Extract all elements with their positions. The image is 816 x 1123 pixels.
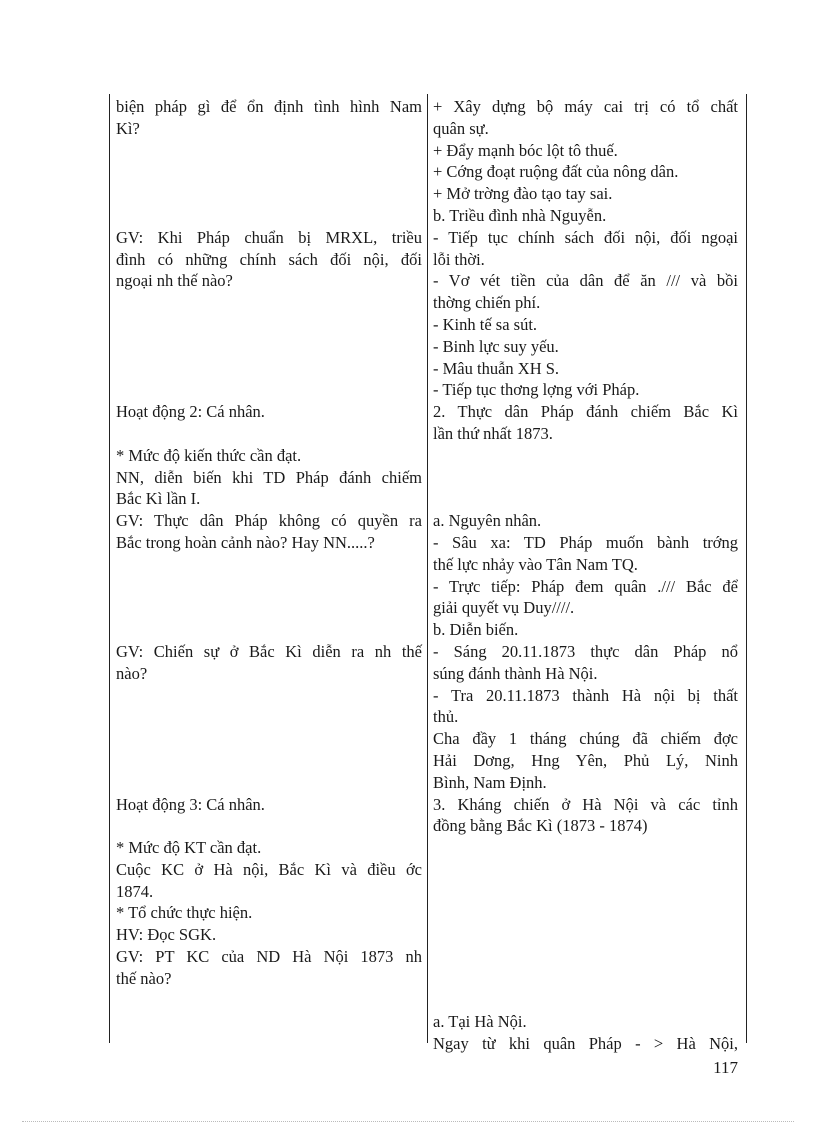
left_column-line: HV: Đọc SGK. [116,925,217,945]
left_column-line: Hoạt động 3: Cá nhân. [116,794,265,814]
right_column-line: + Mở trờng đào tạo tay sai. [433,184,613,204]
right_column-line: Ngay từ khi quân Pháp - > Hà Nội, [433,1034,738,1054]
right_column-line: - Kinh tế sa sút. [433,314,538,334]
right_column-line: + Đẩy mạnh bóc lột tô thuế. [433,140,618,160]
right_column-spacer [433,881,738,903]
left_column-spacer [116,205,422,227]
left_column-spacer [116,379,422,401]
right_column-line: quân sự. [433,118,489,138]
left_column-spacer [116,358,422,380]
right_column-line: + Xây dựng bộ máy cai trị có tổ chất [433,97,738,116]
right_column-spacer [433,902,738,924]
left_column-spacer [116,750,422,772]
left_column-spacer [116,685,422,707]
lesson-content-column [433,96,738,1055]
right_column-spacer [433,859,738,881]
right_column-line: - Vơ vét tiền của dân để ăn /// và bồi [433,271,738,291]
left_column-line: Bắc Kì lần I. [116,489,201,509]
table-left-border [109,94,110,1043]
left_column-spacer [116,292,422,314]
right_column-line: - Sâu xa: TD Pháp muốn bành trớng [433,532,738,552]
right_column-line: đồng bằng Bắc Kì (1873 - 1874) [433,816,648,836]
left_column-line: đình có những chính sách đối nội, đối [116,249,422,269]
left_column-line: * Tổ chức thực hiện. [116,903,253,923]
left_column-line: ngoại nh thế nào? [116,271,233,291]
right_column-line: 2. Thực dân Pháp đánh chiếm Bắc Kì [433,402,738,422]
left_column-spacer [116,554,422,576]
right_column-line: súng đánh thành Hà Nội. [433,663,598,683]
left_column-spacer [116,140,422,162]
right_column-line: b. Diễn biến. [433,620,519,640]
right_column-line: Cha đầy 1 tháng chúng đã chiếm đợc [433,729,738,749]
right_column-line: Bình, Nam Định. [433,772,547,792]
right_column-spacer [433,488,738,510]
right_column-line: 3. Kháng chiến ở Hà Nội và các tỉnh [433,794,738,814]
right_column-line: - Trực tiếp: Pháp đem quân ./// Bắc để [433,576,738,596]
right_column-spacer [433,445,738,467]
right_column-line: lỗi thời. [433,249,485,269]
right_column-line: b. Triều đình nhà Nguyễn. [433,205,607,225]
left_column-line: * Mức độ kiến thức cần đạt. [116,445,302,465]
left_column-spacer [116,815,422,837]
right_column-spacer [433,467,738,489]
table-right-border [746,94,747,1043]
right_column-line: a. Tại Hà Nội. [433,1012,527,1032]
left_column-line: thế nào? [116,968,172,988]
right_column-line: - Tra 20.11.1873 thành Hà nội bị thất [433,685,738,705]
right_column-line: - Tiếp tục thơng lợng với Pháp. [433,380,640,400]
left_column-line: GV: PT KC của ND Hà Nội 1873 nh [116,947,422,967]
right_column-line: a. Nguyên nhân. [433,511,542,531]
right_column-line: giải quyết vụ Duy////. [433,598,575,618]
left_column-spacer [116,576,422,598]
right_column-spacer [433,968,738,990]
left_column-spacer [116,161,422,183]
left_column-spacer [116,619,422,641]
left_column-line: Kì? [116,118,140,138]
right_column-spacer [433,946,738,968]
left_column-line: * Mức độ KT cần đạt. [116,838,262,858]
right_column-line: thế lực nhảy vào Tân Nam TQ. [433,554,638,574]
right_column-line: Hải Dơng, Hng Yên, Phủ Lý, Ninh [433,750,738,770]
right_column-spacer [433,924,738,946]
left_column-line: NN, diễn biến khi TD Pháp đánh chiếm [116,467,422,487]
left_column-spacer [116,183,422,205]
left_column-spacer [116,336,422,358]
left_column-line: Cuộc KC ở Hà nội, Bắc Kì và điều ớc [116,859,422,879]
left_column-spacer [116,772,422,794]
left_column-line: Hoạt động 2: Cá nhân. [116,402,265,422]
left_column-line: Bắc trong hoàn cảnh nào? Hay NN.....? [116,532,375,552]
left_column-spacer [116,314,422,336]
left_column-spacer [116,597,422,619]
right_column-line: thủ. [433,707,459,727]
left_column-spacer [116,728,422,750]
left_column-line: GV: Thực dân Pháp không có quyền ra [116,511,422,531]
left_column-line: nào? [116,663,148,683]
right_column-line: - Sáng 20.11.1873 thực dân Pháp nổ [433,641,738,661]
right_column-spacer [433,990,738,1012]
right_column-line: - Tiếp tục chính sách đối nội, đối ngoại [433,227,738,247]
left_column-spacer [116,706,422,728]
teacher-activity-column [116,96,422,990]
page-number: 117 [713,1058,738,1077]
left_column-line: 1874. [116,881,154,901]
table-column-divider [427,94,428,1043]
right_column-line: - Binh lực suy yếu. [433,336,559,356]
left_column-line: GV: Chiến sự ở Bắc Kì diễn ra nh thế [116,641,422,661]
right_column-line: + Cớng đoạt ruộng đất của nông dân. [433,162,679,182]
left_column-line: biện pháp gì để ổn định tình hình Nam [116,97,422,116]
left_column-spacer [116,423,422,445]
page-bottom-rule [22,1121,794,1122]
right_column-spacer [433,837,738,859]
right_column-line: thờng chiến phí. [433,293,541,313]
right_column-line: lần thứ nhất 1873. [433,423,553,443]
left_column-line: GV: Khi Pháp chuẩn bị MRXL, triều [116,227,422,247]
right_column-line: - Mâu thuẫn XH S. [433,358,560,378]
